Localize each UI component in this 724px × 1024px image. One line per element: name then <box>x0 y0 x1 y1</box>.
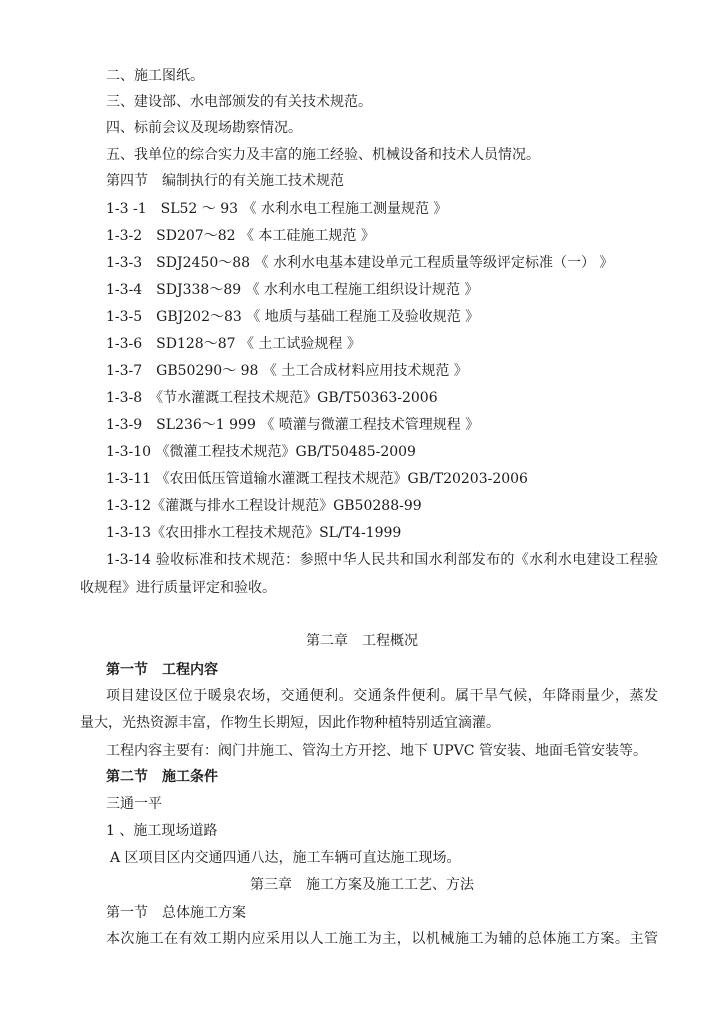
chapter-2-section-1-paragraph-line2: 量大，光热资源丰富，作物生长期短，因此作物种植特别适宜滴灌。 <box>80 715 500 731</box>
spec-item: 1-3-13《农田排水工程技术规范》SL/T4-1999 <box>106 525 402 541</box>
spec-item-14-line2: 收规程》进行质量评定和验收。 <box>80 580 276 596</box>
spec-item: 1-3-11 《农田低压管道输水灌溉工程技术规范》GB/T20203-2006 <box>106 471 528 487</box>
chapter-2-section-1-paragraph-2: 工程内容主要有：阀门井施工、管沟土方开挖、地下 UPVC 管安装、地面毛管安装等。 <box>106 743 647 759</box>
chapter-2-title: 第二章 工程概况 <box>306 633 418 649</box>
spec-item: 1-3-8 《节水灌溉工程技术规范》GB/T50363-2006 <box>106 390 438 406</box>
section-4-title: 第四节 编制执行的有关施工技术规范 <box>106 173 344 189</box>
spec-item: 1-3-7 GB50290～ 98 《 土工合成材料应用技术规范 》 <box>106 363 468 379</box>
chapter-3-section-1-title: 第一节 总体施工方案 <box>106 905 246 921</box>
spec-item: 1-3-3 SDJ2450～88 《 水利水电基本建设单元工程质量等级评定标准（一） 》 <box>106 255 614 271</box>
chapter-2-section-2-title: 第二节 施工条件 <box>106 769 218 785</box>
spec-item: 1-3-9 SL236～1 999 《 喷灌与微灌工程技术管理规程 》 <box>106 417 480 433</box>
spec-item: 1-3 -1 SL52 ～ 93 《 水利水电工程施工测量规范 》 <box>106 201 448 217</box>
spec-item: 1-3-5 GBJ202～83 《 地质与基础工程施工及验收规范 》 <box>106 309 480 325</box>
chapter-2-section-1-title: 第一节 工程内容 <box>106 662 218 678</box>
spec-item-14-line1: 1-3-14 验收标准和技术规范：参照中华人民共和国水利部发布的《水利水电建设工程验 <box>106 552 658 568</box>
chapter-2-section-1-paragraph-line1: 项目建设区位于暖泉农场，交通便利。交通条件便利。属干旱气候，年降雨量少，蒸发 <box>106 688 658 704</box>
chapter-2-section-2-item-1: 1 、施工现场道路 <box>106 823 218 839</box>
spec-item: 1-3-4 SDJ338～89 《 水利水电工程施工组织设计规范 》 <box>106 282 479 298</box>
intro-item-2: 二、施工图纸。 <box>106 68 204 84</box>
chapter-2-section-2-subtitle: 三通一平 <box>106 796 162 812</box>
spec-item: 1-3-12《灌溉与排水工程设计规范》GB50288-99 <box>106 498 422 514</box>
spec-item: 1-3-2 SD207～82 《 本工硅施工规范 》 <box>106 228 375 244</box>
chapter-3-title: 第三章 施工方案及施工工艺、方法 <box>250 877 474 893</box>
intro-item-4: 四、标前会议及现场勘察情况。 <box>106 120 302 136</box>
spec-item: 1-3-10 《微灌工程技术规范》GB/T50485-2009 <box>106 444 416 460</box>
chapter-2-section-2-item-1-text: A 区项目区内交通四通八达，施工车辆可直达施工现场。 <box>110 850 461 866</box>
intro-item-5: 五、我单位的综合实力及丰富的施工经验、机械设备和技术人员情况。 <box>106 147 540 163</box>
intro-item-3: 三、建设部、水电部颁发的有关技术规范。 <box>106 94 372 110</box>
spec-item: 1-3-6 SD128～87 《 土工试验规程 》 <box>106 336 361 352</box>
chapter-3-section-1-paragraph: 本次施工在有效工期内应采用以人工施工为主，以机械施工为辅的总体施工方案。主管 <box>106 931 658 947</box>
